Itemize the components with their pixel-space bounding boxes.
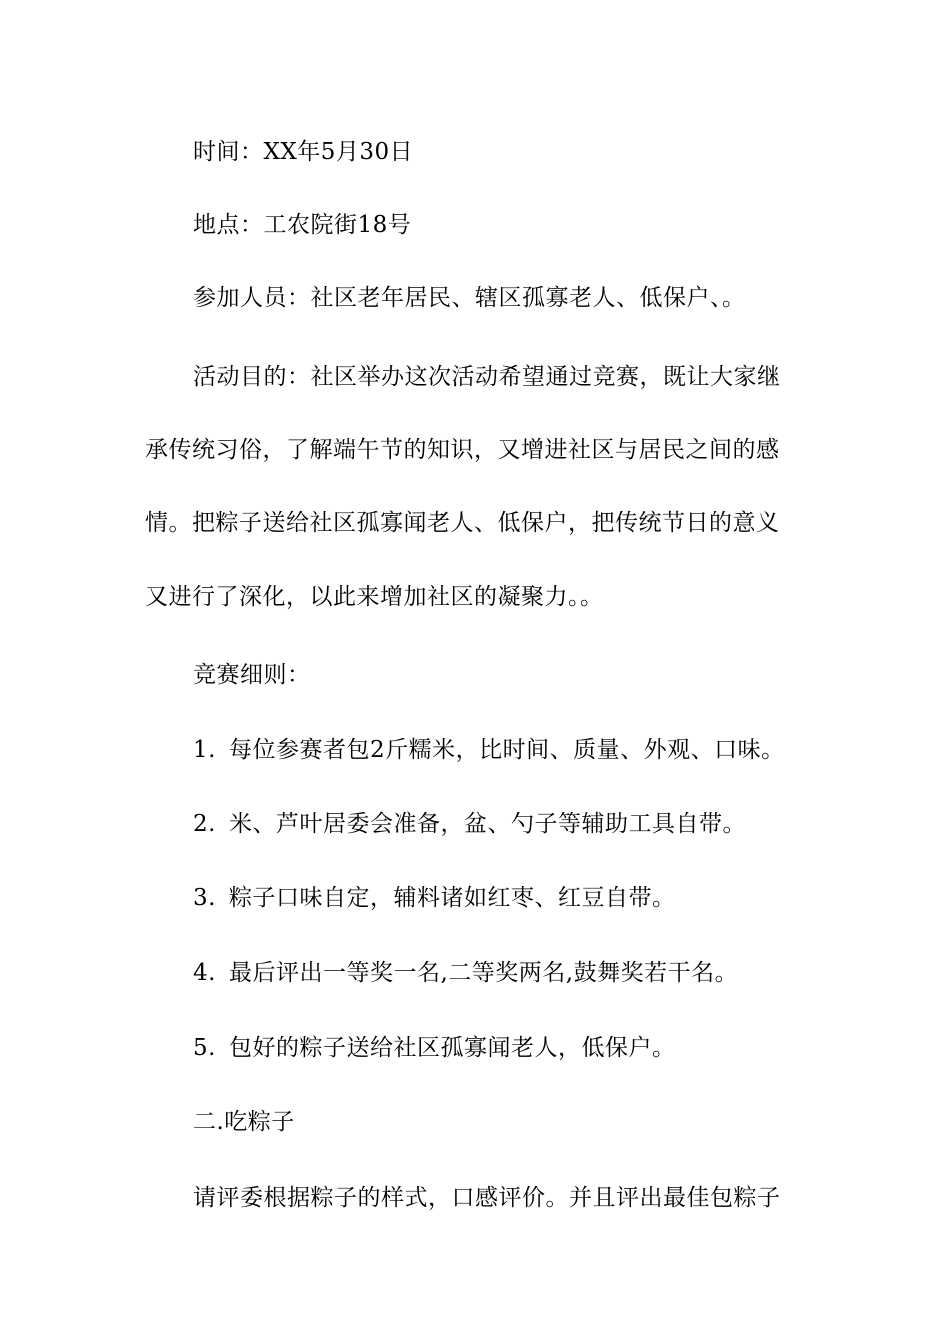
rule-text: 每位参赛者包2斤糯米，比时间、质量、外观、口味。	[229, 737, 785, 763]
time-line: 时间：XX年5月30日	[193, 139, 414, 165]
purpose-line-1: 活动目的：社区举办这次活动希望通过竞赛，既让大家继	[193, 364, 781, 390]
rule-number: 3.	[193, 885, 216, 911]
participants-line: 参加人员：社区老年居民、辖区孤寡老人、低保户、。	[193, 285, 746, 311]
rule-number: 4.	[193, 960, 216, 986]
rule-item-3	[193, 883, 676, 913]
rule-number: 1.	[193, 737, 216, 763]
purpose-line-2: 承传统习俗，了解端午节的知识，又增进社区与居民之间的感	[145, 437, 780, 463]
rule-text: 米、芦叶居委会准备，盆、勺子等辅助工具自带。	[229, 811, 746, 837]
rule-text: 包好的粽子送给社区孤寡闻老人，低保户。	[229, 1035, 676, 1061]
judging-line: 请评委根据粽子的样式，口感评价。并且评出最佳包粽子	[193, 1185, 781, 1211]
rule-item-5	[193, 1033, 676, 1063]
section-two-heading: 二.吃粽子	[193, 1109, 295, 1135]
rule-text: 最后评出一等奖一名,二等奖两名,鼓舞奖若干名。	[229, 960, 739, 986]
rule-number: 5.	[193, 1035, 216, 1061]
rule-item-1	[193, 735, 785, 765]
purpose-line-3: 情。把粽子送给社区孤寡闻老人、低保户，把传统节日的意义	[145, 510, 780, 536]
rule-text: 粽子口味自定，辅料诸如红枣、红豆自带。	[229, 885, 676, 911]
purpose-line-4: 又进行了深化，以此来增加社区的凝聚力。。	[145, 584, 604, 610]
rule-number: 2.	[193, 811, 216, 837]
rule-item-4	[193, 958, 738, 988]
place-line: 地点：工农院街18号	[193, 212, 412, 238]
rules-heading: 竞赛细则：	[193, 662, 311, 688]
rule-item-2	[193, 809, 746, 839]
